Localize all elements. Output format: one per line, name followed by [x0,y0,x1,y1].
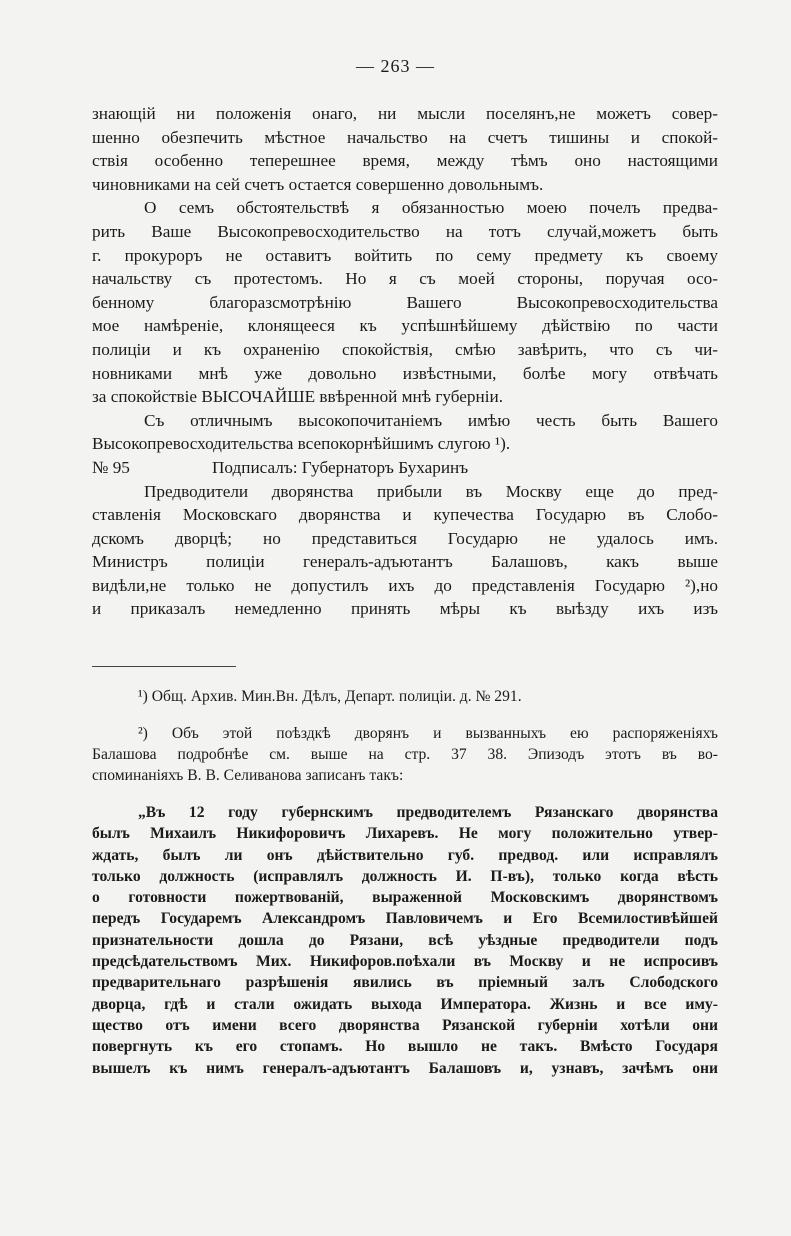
footnotes [92,686,718,1095]
footnote-line: Балашова подробнѣе см. выше на стр. 37 38. Эпизодъ этотъ въ во- [92,746,718,763]
quote-line: признательности дошла до Рязани, всѣ уѣздные предводители подъ [92,931,718,949]
paragraph-4 [92,480,718,622]
text-line: видѣли,не только не допустилъ ихъ до представленія Государю ²),но [92,575,718,595]
text-line: рить Ваше Высокопревосходительство на тотъ случай,можетъ быть [92,221,718,241]
text-line: начальству съ протестомъ. Но я съ моей стороны, поручая осо- [92,269,718,289]
footnote-line: споминаніяхъ В. В. Селиванова записанъ такъ: [92,767,404,784]
quote-line: только должность (исправлялъ должность И. П-въ), только когда вѣсть [92,867,718,885]
page-number: — 263 — [356,56,435,76]
quote-line: передъ Государемъ Александромъ Павловичемъ и Его Всемилостивѣйшей [92,910,718,928]
text-line: дскомъ дворцѣ; но представиться Государю не удалось имъ. [92,528,718,548]
quote-line: дворца, гдѣ и стали ожидать выхода Императора. Жизнь и все иму- [92,995,718,1013]
text-line: шенно обезпечить мѣстное начальство на счетъ тишины и спокой- [92,127,718,147]
footnote-line: ¹) Общ. Архив. Мин.Вн. Дѣлъ, Департ. полиціи. д. № 291. [138,688,522,705]
text-line: и приказалъ немедленно принять мѣры къ выѣзду ихъ изъ [92,599,718,619]
paragraph-3 [92,409,718,456]
text-line: Предводители дворянства прибыли въ Москву еще до пред- [144,481,718,501]
document-number: № 95 [92,457,130,477]
quote-line: о готовности пожертвованій, выраженной Московскимъ дворянствомъ [92,889,718,907]
text-line: полиціи и къ охраненію спокойствія, смѣю завѣрить, что съ чи- [92,339,718,359]
text-line: О семъ обстоятельствѣ я обязанностью моею почелъ предва- [144,198,718,218]
quote-line: предварительнаго разрѣшенія явились въ пріемный залъ Слободского [92,974,718,992]
signature: Подписалъ: Губернаторъ Бухаринъ [212,457,469,477]
footnote-2 [92,723,718,786]
text-line: новниками мнѣ уже довольно извѣстными, болѣе могу отвѣчать [92,363,718,383]
text-line: ствія особенно теперешнее время, между тѣмъ оно настоящими [92,151,718,171]
text-line: бенному благоразсмотрѣнію Вашего Высокопревосходительства [92,292,718,312]
paragraph-1 [92,102,718,196]
signature-row [92,456,718,480]
quote-line: щество отъ имени всего дворянства Рязанской губерніи хотѣли они [92,1016,718,1034]
quote-line: „Въ 12 году губернскимъ предводителемъ Рязанскаго дворянства [138,804,718,821]
quote-line: повергнуть къ его стопамъ. Но вышло не такъ. Вмѣсто Государя [92,1038,718,1056]
text-line: Министръ полиціи генералъ-адъютантъ Балашовъ, какъ выше [92,552,718,572]
footnote-line: ²) Объ этой поѣздкѣ дворянъ и вызванныхъ ею распоряженіяхъ [138,725,718,742]
quote-line: былъ Михаилъ Никифоровичъ Лихаревъ. Не могу положительно утвер- [92,825,718,843]
paragraph-2 [92,196,718,408]
text-line: Высокопревосходительства всепокорнѣйшимъ слугою ¹). [92,434,511,454]
quote-line: предсѣдательствомъ Мих. Никифоров.поѣхали въ Москву и не испросивъ [92,953,718,971]
text-line: г. прокуроръ не оставитъ войтить по сему предмету къ своему [92,245,718,265]
text-line: мое намѣреніе, клонящееся къ успѣшнѣйшему дѣйствію по части [92,316,718,336]
main-text [92,102,718,621]
text-line: чиновниками на сей счетъ остается совершенно довольнымъ. [92,174,544,194]
text-line: знающій ни положенія онаго, ни мысли поселянъ,не можетъ совер- [92,104,718,123]
memoir-quote [92,802,718,1079]
text-line: ставленія Московскаго дворянства и купечества Государю въ Слобо- [92,505,718,525]
text-line: Съ отличнымъ высокопочитаніемъ имѣю честь быть Вашего [144,410,718,430]
footnote-divider [92,666,236,667]
quote-line: вышелъ къ нимъ генералъ-адъютантъ Балашовъ и, узнавъ, зачѣмъ они [92,1059,718,1077]
quote-line: ждать, былъ ли онъ дѣйствительно губ. предвод. или исправлялъ [92,846,718,864]
text-line: за спокойствіе ВЫСОЧАЙШЕ ввѣренной мнѣ губерніи. [92,387,503,407]
footnote-1 [92,686,718,707]
